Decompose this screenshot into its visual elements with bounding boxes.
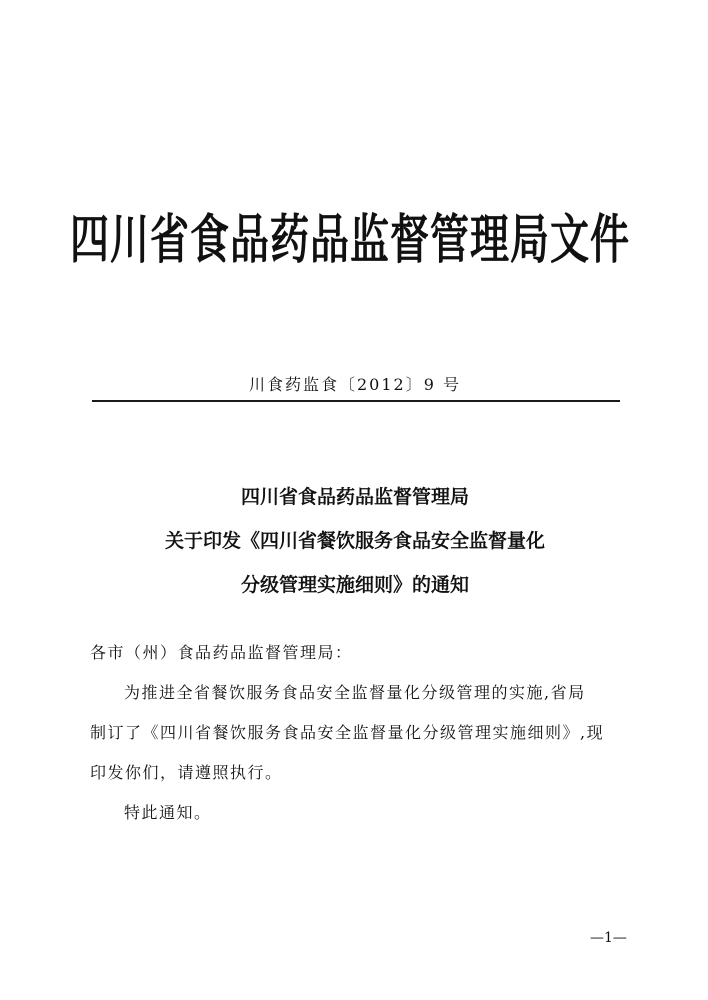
body-paragraph-line-3: 印发你们，请遵照执行。 (90, 763, 283, 782)
salutation: 各市（州）食品药品监督管理局： (90, 643, 353, 662)
closing-remark: 特此通知。 (124, 803, 212, 822)
document-number: 川食药监食〔2012〕9 号 (249, 375, 461, 394)
notice-title-line-3: 分级管理实施细则》的通知 (240, 574, 469, 596)
notice-title-line-1: 四川省食品药品监督管理局 (240, 486, 469, 508)
header-divider (92, 400, 620, 402)
body-paragraph-line-2: 制订了《四川省餐饮服务食品安全监督量化分级管理实施细则》,现 (90, 723, 605, 742)
page-number: —1— (590, 930, 627, 946)
issuer-header-title: 四川省食品药品监督管理局文件 (69, 210, 630, 271)
notice-title-line-2: 关于印发《四川省餐饮服务食品安全监督量化 (164, 530, 545, 552)
body-paragraph-line-1: 为推进全省餐饮服务食品安全监督量化分级管理的实施,省局 (124, 683, 586, 702)
